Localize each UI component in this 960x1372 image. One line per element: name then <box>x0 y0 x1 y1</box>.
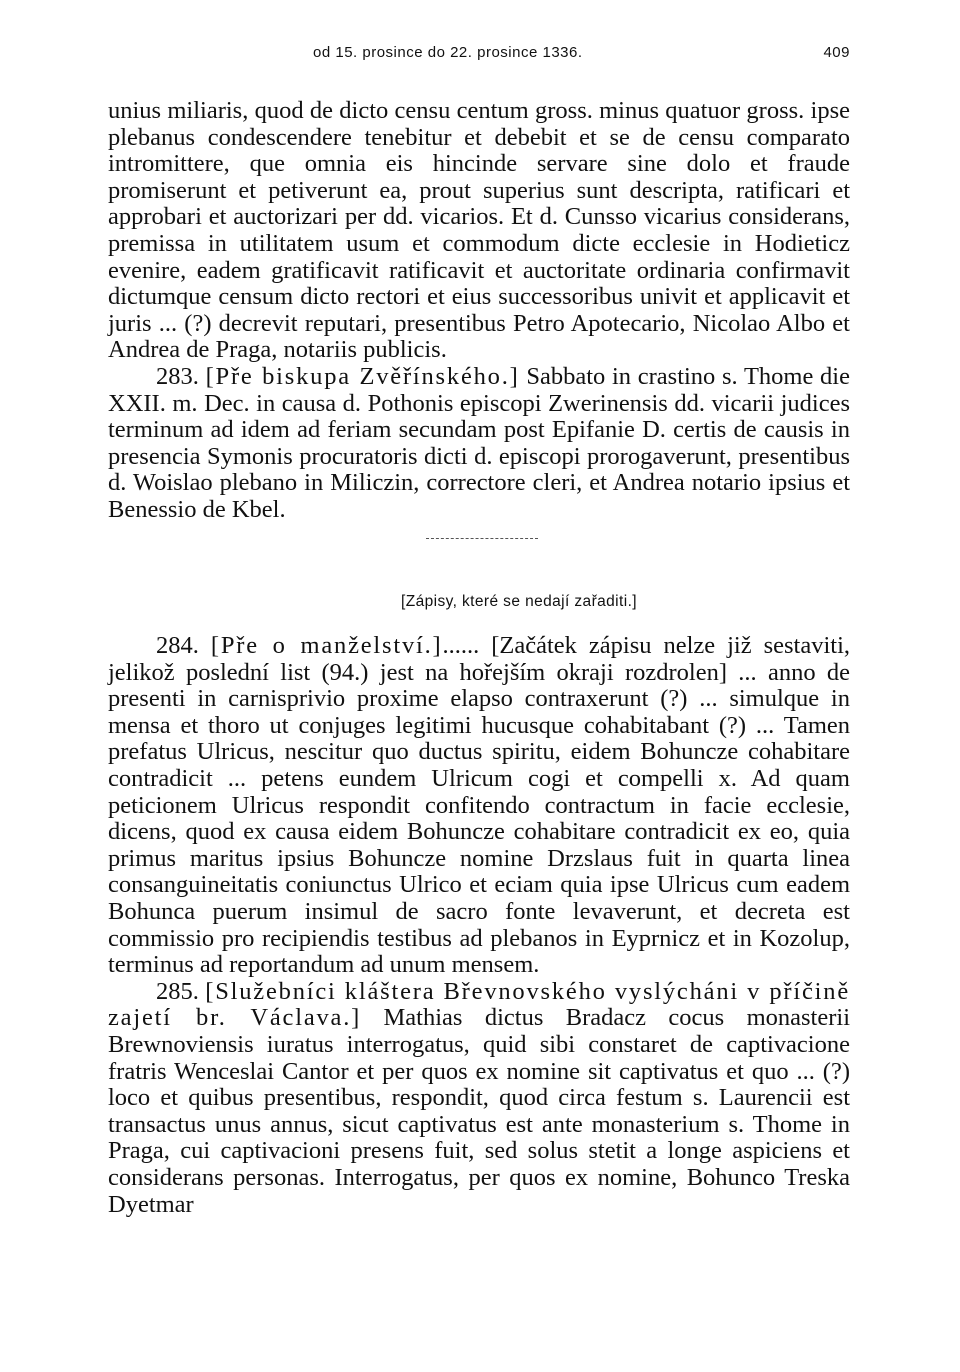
entry-282-continuation: unius miliaris, quod de dicto censu centum gross. minus quatuor gross. ipse plebanus condescendere tenebitur et debebit et se de censu comparato intromittere, que omnia eis hincinde servare sine dolo et fraude promiserunt et petiverunt ea, prout superius sunt descripta, ratificari et approbari et auctorizari per dd. vicarios. Et d. Cunsso vicarius considerans, premissa in utilitatem usum et commodum dicte ecclesie in Hodieticz evenire, eadem gratificavit ratificavit et auctoritate ordinaria confirmavit dictumque censum dicto rectori et eius successoribus univit et applicavit et juris ... (?) decrevit reputari, presentibus Petro Apotecario, Nicolao Albo et Andrea de Praga, notariis publicis. <box>108 97 850 364</box>
entry-285-number: 285. <box>156 977 199 1005</box>
entry-283 <box>108 364 850 524</box>
entry-283-number: 283. <box>156 362 199 390</box>
entry-283-heading: [Pře biskupa Zvěřínského.] <box>205 362 520 390</box>
running-head <box>108 40 850 70</box>
entry-284-heading: [Pře o manželství.] <box>210 632 443 660</box>
section-heading: [Zápisy, které se nedají zařaditi.] <box>401 592 637 610</box>
entry-284-text: ...... [Začátek zápisu nelze již sestaviti, jelikož poslední list (94.) jest na hořejším okraji rozdrolen] ... anno de presenti in carnisprivio proxime elapso contraxerunt (?) ... simulque in mensa et thoro ut conjuges legitimi hucusque cohabitabant (?) ... Tamen prefatus Ulricus, nescitur quo ductus spiritu, eidem Bohuncze cohabitare contradicit ... petens eundem Ulricum cogi et compelli x. Ad quam peticionem Ulricus respondit confitendo contractum in facie ecclesie, dicens, quod ex causa eidem Bohuncze cohabitare contradicit ex eo, quia primus maritus ipsius Bohuncze nomine Drzslaus fuit in quarta linea consanguineitatis coniunctus Ulrico et eciam quia ipse Ulricus cum eadem Bohunca puerum insimul de sacro fonte levaverunt, et decreta est commissio pro recipiendis testibus ad plebanos in Eyprnicz et in Kozolup, terminus ad reportandum ad unum mensem. <box>108 632 851 979</box>
entry-285 <box>108 979 850 1218</box>
entry-283-text: Sabbato in crastino s. Thome die XXII. m. Dec. in causa d. Pothonis episcopi Zwerinensis dd. vicarii judices terminum ad idem ad feriam secundam post Epifanie D. certis de causis in presencia Symonis procuratoris dicti d. episcopi prorogaverunt, presentibus d. Woislao plebano in Miliczin, correctore cleri, et Andrea notario ipsius et Benessio de Kbel. <box>108 362 850 523</box>
entry-285-heading: [Služebníci kláštera Břevnovského vyslýcháni v příčině zajetí br. Václava.] <box>108 977 850 1032</box>
entry-284 <box>108 633 850 979</box>
separator-rule <box>426 538 538 539</box>
entry-284-number: 284. <box>156 632 199 660</box>
running-head-title: od 15. prosince do 22. prosince 1336. <box>313 44 583 61</box>
page-number: 409 <box>823 44 850 61</box>
entry-285-text: Mathias dictus Bradacz cocus monasterii Brewnoviensis iuratus interrogatus, quid sibi constaret de captivacione fratris Wenceslai Cantor et per quos ex nomine sit captivatus et quo ... (?) loco et quibus presentibus, respondit, quod circa festum s. Laurencii est transactus unus annus, sicut captivatus est ante monasterium s. Thome in Praga, cui captivacioni presens fuit, sed solus stetit a longe aspiciens et considerans personas. Interrogatus, per quos ex nomine, Bohunco Treska Dyetmar <box>108 1004 850 1218</box>
body-text <box>108 98 850 1218</box>
